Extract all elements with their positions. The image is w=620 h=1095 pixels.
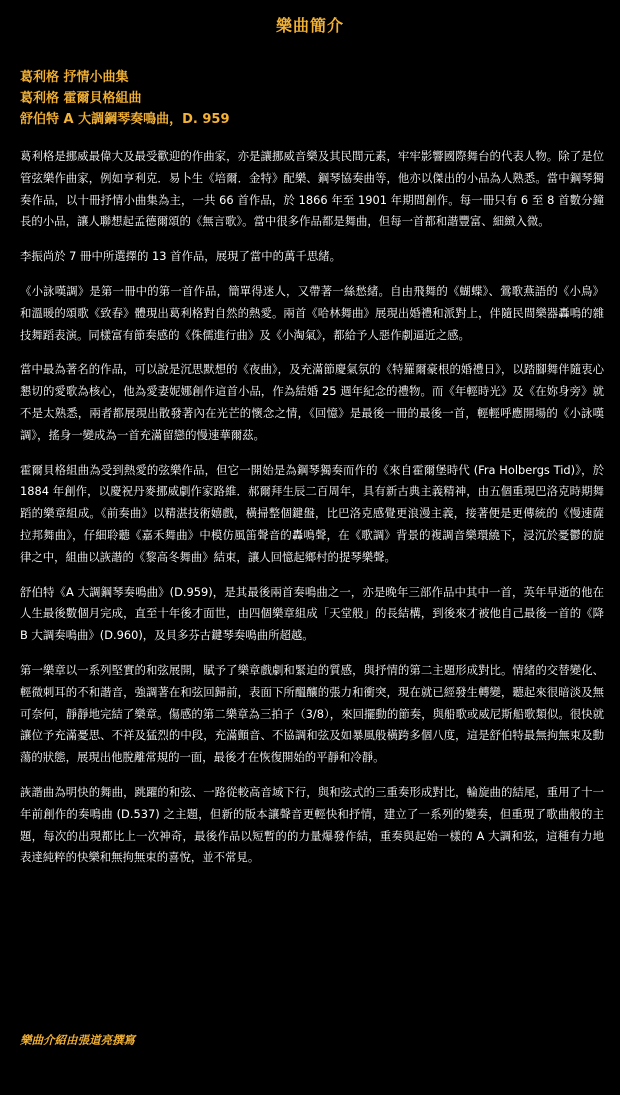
program-list bbox=[20, 67, 604, 130]
paragraph-selection: 李振尚於 7 冊中所選擇的 13 首作品，展現了當中的萬千思緒。 bbox=[20, 249, 341, 264]
paragraph-scherzo: 詼諧曲為明快的舞曲，跳躍的和弦、一路從較高音域下行，與和弦式的三重奏形成對比，輪旋曲的結尾，重用了十一年前創作的奏鳴曲 (D.537) 之主題，但新的版本讓聲音更輕快和抒情，建立了一系列的變奏，但重現了歌曲般的主題，每次的出現都比上一次神奇，最後作品以短暫的的力量爆發作結，重奏與起始一樣的 A 大調和弦，這種有力地表達純粹的快樂和無拘無束的喜悅，並不常見。 bbox=[20, 784, 604, 865]
paragraph-grieg-intro: 葛利格是挪威最偉大及最受歡迎的作曲家，亦是讓挪威音樂及其民間元素，牢牢影響國際舞台的代表人物。除了是位管弦樂作曲家，例如亨利克．易卜生《培爾．金特》配樂、鋼琴協奏曲等，他亦以傑出的小品為人熟悉。當中鋼琴獨奏作品，以十冊抒情小曲集為主，一共 66 首作品，於 1866 年至 1901 年期間創作。每一冊只有 6 至 8 首數分鐘長的小品，讓人聯想起孟德爾頌的《無言歌》。當中很多作品都是舞曲，但每一首都和諧豐富、細緻入微。 bbox=[20, 149, 604, 229]
program-notes-body bbox=[20, 146, 604, 882]
author-credit: 樂曲介紹由張道亮撰寫 bbox=[20, 1033, 135, 1047]
paragraph-first-movement: 第一樂章以一系列堅實的和弦展開，賦予了樂章戲劇和緊迫的質感，與抒情的第二主題形成對比。情緒的交替變化、輕微刺耳的不和諧音，強調著在和弦回歸前，表面下所醞釀的張力和衝突，現在就已經發生轉變，聽起來很暗淡及無可奈何，靜靜地完結了樂章。傷感的第二樂章為三拍子（3/8），來回擺動的節奏，與船歌或威尼斯船歌類似。很快就讓位予充滿憂思、不祥及猛烈的中段，充滿顫音、不協調和弦及如暴風般橫跨多個八度，這是舒伯特最無拘無束及動蕩的狀態，展現出他脫離常規的一面，最後才在恢復開始的平靜和冷靜。 bbox=[20, 662, 604, 765]
paragraph-notturno: 當中最為著名的作品，可以說是沉思默想的《夜曲》，及充滿節慶氣氛的《特羅爾豪根的婚禮日》，以踏腳舞伴隨衷心懇切的愛歌為核心，他為愛妻妮娜創作這首小品，作為結婚 25 週年紀念的禮物。而《年輕時光》及《在妳身旁》就不是太熟悉，兩者都展現出散發著內在光芒的懷念之情，《回憶》是最後一冊的最後一首，輕輕呼應開場的《小詠嘆調》，搖身一變成為一首充滿留戀的慢速華爾茲。 bbox=[20, 362, 604, 442]
paragraph-schubert-intro: 舒伯特《A 大調鋼琴奏鳴曲》(D.959)，是其最後兩首奏鳴曲之一，亦是晚年三部作品中其中一首，英年早逝的他在人生最後數個月完成，直至十年後才面世，由四個樂章組成「天堂般」的長結構，到後來才被他自己最後一首的《降 B 大調奏鳴曲》(D.960)，及貝多芬古鍵琴奏鳴曲所超越。 bbox=[20, 584, 604, 643]
paragraph-arietta: 《小詠嘆調》是第一冊中的第一首作品，簡單得迷人，又帶著一絲愁緒。自由飛舞的《蝴蝶》、鶯歌燕語的《小鳥》和溫暖的頌歌《致春》體現出葛利格對自然的熱愛。兩首《哈林舞曲》展現出婚禮和派對上，伴隨民間樂器轟鳴的雜技舞蹈表演。同樣富有節奏感的《侏儒進行曲》及《小淘氣》，都給予人惡作劇逼近之感。 bbox=[20, 283, 604, 342]
paragraph-holberg: 霍爾貝格組曲為受到熱愛的弦樂作品，但它一開始是為鋼琴獨奏而作的《來自霍爾堡時代 (Fra Holbergs Tid)》，於 1884 年創作，以慶祝丹麥挪威劇作家路維．郝爾拜生辰二百周年，具有新古典主義精神，由五個重現巴洛克時期舞蹈的樂章組成。《前奏曲》以精湛技術嬉戲，橫掃整個鍵盤，比巴洛克感覺更浪漫主義，接著便是更傳統的《慢速薩拉邦舞曲》，仔細聆聽《嘉禾舞曲》中模仿風笛聲音的轟鳴聲，在《歌調》背景的複調音樂環繞下，浸沉於憂鬱的旋律之中，組曲以詼諧的《黎高冬舞曲》結束，讓人回憶起鄉村的提琴樂聲。 bbox=[20, 462, 604, 564]
program-item-grieg-holberg-suite: 葛利格 霍爾貝格組曲 bbox=[20, 91, 142, 106]
program-item-schubert-sonata: 舒伯特 A 大調鋼琴奏鳴曲，D. 959 bbox=[20, 112, 230, 127]
program-item-grieg-lyric-pieces: 葛利格 抒情小曲集 bbox=[20, 70, 129, 85]
page-title: 樂曲簡介 bbox=[275, 16, 344, 35]
